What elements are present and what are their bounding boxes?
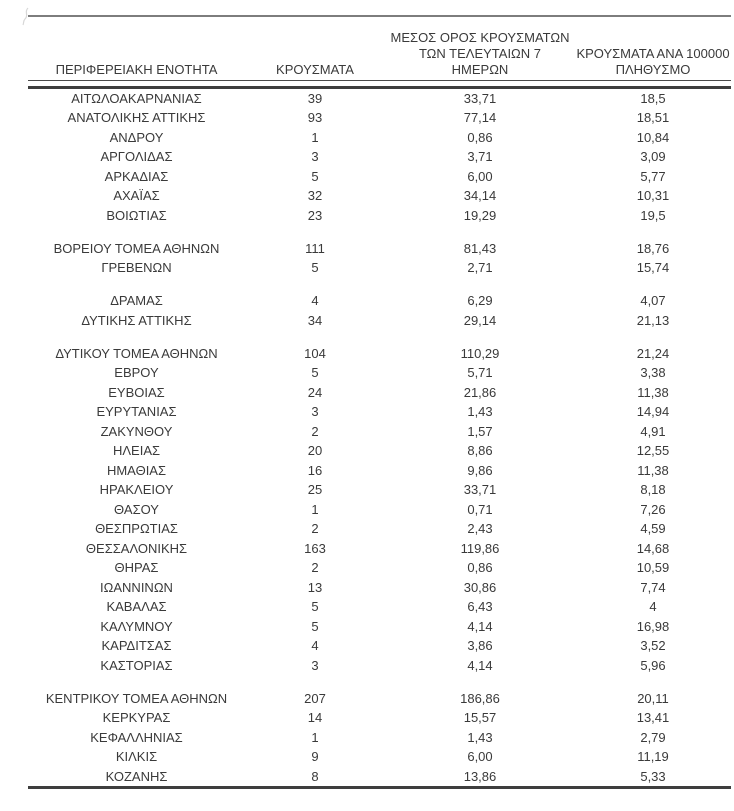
- cases-value: 163: [304, 540, 326, 556]
- cases-value: 1: [311, 729, 319, 745]
- per-100k-value: 14,68: [636, 540, 670, 556]
- header-per-100k-line2: ΠΛΗΘΥΣΜΟ: [615, 62, 691, 77]
- region-name: ΑΙΤΩΛΟΑΚΑΡΝΑΝΙΑΣ: [71, 90, 202, 106]
- cases-value: 4: [311, 293, 319, 308]
- per-100k-value: 20,11: [637, 690, 669, 706]
- per-100k-value: 19,5: [640, 207, 666, 223]
- header-regional-unit: [28, 62, 245, 78]
- cases-value: 23: [307, 207, 323, 223]
- per-100k-value: 4,91: [640, 423, 666, 439]
- header-regional-unit-label: ΠΕΡΙΦΕΡΕΙΑΚΗ ΕΝΟΤΗΤΑ: [55, 62, 218, 77]
- region-name: ΔΥΤΙΚΟΥ ΤΟΜΕΑ ΑΘΗΝΩΝ: [55, 345, 218, 361]
- avg-7day-value: 6,43: [467, 599, 493, 614]
- table-header-row: [28, 17, 731, 81]
- table-body: [28, 89, 731, 787]
- region-name: ΚΕΡΚΥΡΑΣ: [102, 710, 171, 725]
- region-name: ΑΡΚΑΔΙΑΣ: [104, 168, 169, 184]
- cases-table: [28, 15, 731, 789]
- per-100k-value: 5,96: [640, 657, 666, 673]
- per-100k-value: 7,74: [640, 579, 666, 595]
- per-100k-value: 4,07: [640, 293, 666, 308]
- avg-7day-value: 2,71: [467, 260, 493, 275]
- cases-value: 13: [307, 579, 323, 595]
- region-name: ΚΑΒΑΛΑΣ: [106, 599, 167, 614]
- cases-value: 14: [307, 710, 323, 725]
- per-100k-value: 4,59: [640, 521, 666, 536]
- cases-value: 111: [305, 240, 325, 256]
- cases-value: 5: [311, 599, 319, 614]
- avg-7day-value: 29,14: [463, 312, 497, 328]
- region-name: ΕΥΒΟΙΑΣ: [108, 384, 165, 400]
- cases-value: 207: [304, 690, 326, 706]
- region-name: ΚΑΣΤΟΡΙΑΣ: [100, 657, 173, 673]
- avg-7day-value: 3,71: [467, 149, 493, 164]
- region-name: ΚΙΛΚΙΣ: [115, 749, 158, 764]
- avg-7day-value: 6,00: [467, 168, 493, 184]
- cases-value: 2: [311, 560, 319, 575]
- region-name: ΑΧΑΪΑΣ: [113, 188, 160, 203]
- cases-value: 1: [311, 501, 319, 517]
- table-row: [28, 239, 731, 259]
- region-name: ΚΕΦΑΛΛΗΝΙΑΣ: [90, 729, 183, 745]
- table-row: [28, 519, 731, 539]
- avg-7day-value: 1,57: [467, 423, 493, 439]
- avg-7day-value: 4,14: [467, 618, 493, 634]
- table-row: [28, 206, 731, 226]
- per-100k-value: 3,38: [640, 365, 666, 380]
- table-row: [28, 656, 731, 676]
- region-name: ΓΡΕΒΕΝΩΝ: [101, 260, 172, 275]
- cases-value: 1: [311, 129, 319, 145]
- avg-7day-value: 8,86: [467, 443, 493, 458]
- region-name: ΕΥΡΥΤΑΝΙΑΣ: [96, 404, 177, 419]
- header-avg-7day: [385, 30, 575, 78]
- table-row: [28, 767, 731, 787]
- cases-value: 32: [307, 188, 323, 203]
- cases-value: 2: [311, 521, 319, 536]
- avg-7day-value: 15,57: [463, 710, 497, 725]
- table-row: [28, 597, 731, 617]
- avg-7day-value: 19,29: [463, 207, 497, 223]
- table-row: [28, 500, 731, 520]
- table-row: [28, 167, 731, 187]
- per-100k-value: 8,18: [640, 482, 666, 497]
- per-100k-value: 14,94: [636, 404, 670, 419]
- cases-value: 34: [307, 312, 323, 328]
- per-100k-value: 13,41: [636, 710, 670, 725]
- table-row: [28, 558, 731, 578]
- cases-value: 5: [311, 260, 319, 275]
- cases-value: 3: [311, 149, 319, 164]
- cases-value: 9: [311, 749, 319, 764]
- cases-value: 4: [311, 638, 319, 653]
- header-cases: [245, 62, 385, 78]
- table-row: [28, 363, 731, 383]
- region-name: ΘΕΣΠΡΩΤΙΑΣ: [95, 521, 178, 536]
- avg-7day-value: 2,43: [467, 521, 493, 536]
- per-100k-value: 16,98: [636, 618, 670, 634]
- region-name: ΗΜΑΘΙΑΣ: [106, 462, 167, 478]
- table-row: [28, 461, 731, 481]
- avg-7day-value: 1,43: [467, 729, 493, 745]
- table-row: [28, 108, 731, 128]
- table-row: [28, 578, 731, 598]
- spacer-row: [28, 278, 731, 292]
- cases-value: 104: [304, 345, 326, 361]
- cases-value: 24: [307, 384, 323, 400]
- region-name: ΚΑΛΥΜΝΟΥ: [100, 618, 173, 634]
- table-row: [28, 441, 731, 461]
- per-100k-value: 21,24: [636, 345, 670, 361]
- spacer-cell: [28, 330, 731, 344]
- per-100k-value: 10,84: [636, 129, 670, 145]
- per-100k-value: 10,59: [636, 560, 670, 575]
- cases-value: 2: [311, 423, 319, 439]
- avg-7day-value: 5,71: [467, 365, 493, 380]
- region-name: ΑΝΔΡΟΥ: [109, 129, 164, 145]
- per-100k-value: 3,52: [640, 638, 666, 653]
- avg-7day-value: 110,29: [460, 345, 500, 361]
- region-name: ΒΟΡΕΙΟΥ ΤΟΜΕΑ ΑΘΗΝΩΝ: [53, 240, 220, 256]
- per-100k-value: 11,38: [637, 462, 669, 478]
- region-name: ΘΑΣΟΥ: [114, 501, 159, 517]
- region-name: ΕΒΡΟΥ: [114, 365, 159, 380]
- region-name: ΙΩΑΝΝΙΝΩΝ: [100, 579, 173, 595]
- cases-value: 5: [311, 168, 319, 184]
- table-row: [28, 344, 731, 364]
- spacer-row: [28, 675, 731, 689]
- per-100k-value: 2,79: [640, 729, 666, 745]
- region-name: ΘΕΣΣΑΛΟΝΙΚΗΣ: [85, 540, 188, 556]
- region-name: ΚΑΡΔΙΤΣΑΣ: [101, 638, 172, 653]
- cases-value: 20: [307, 443, 323, 458]
- table-row: [28, 708, 731, 728]
- avg-7day-value: 3,86: [467, 638, 493, 653]
- table-row: [28, 539, 731, 559]
- region-name: ΑΡΓΟΛΙΔΑΣ: [100, 149, 173, 164]
- per-100k-value: 12,55: [636, 443, 670, 458]
- spacer-cell: [28, 225, 731, 239]
- bottom-rule: [28, 786, 731, 789]
- avg-7day-value: 13,86: [463, 768, 497, 784]
- per-100k-value: 10,31: [636, 188, 670, 203]
- region-name: ΗΛΕΙΑΣ: [112, 443, 161, 458]
- cases-value: 8: [311, 768, 319, 784]
- table-row: [28, 186, 731, 206]
- header-per-100k: [575, 46, 731, 78]
- table-row: [28, 311, 731, 331]
- table-row: [28, 89, 731, 109]
- avg-7day-value: 34,14: [463, 188, 497, 203]
- table-row: [28, 128, 731, 148]
- per-100k-value: 5,77: [640, 168, 666, 184]
- per-100k-value: 18,5: [640, 90, 666, 106]
- per-100k-value: 7,26: [640, 501, 666, 517]
- region-name: ΖΑΚΥΝΘΟΥ: [100, 423, 173, 439]
- table-row: [28, 617, 731, 637]
- per-100k-value: 11,19: [637, 749, 669, 764]
- region-name: ΘΗΡΑΣ: [114, 560, 159, 575]
- header-avg-7day-line2: ΤΩΝ ΤΕΛΕΥΤΑΙΩΝ 7: [418, 46, 542, 61]
- region-name: ΔΥΤΙΚΗΣ ΑΤΤΙΚΗΣ: [81, 312, 192, 328]
- avg-7day-value: 9,86: [467, 462, 493, 478]
- per-100k-value: 21,13: [636, 312, 670, 328]
- region-name: ΑΝΑΤΟΛΙΚΗΣ ΑΤΤΙΚΗΣ: [67, 110, 206, 125]
- data-table: [28, 89, 731, 787]
- cases-value: 93: [307, 110, 323, 125]
- table-row: [28, 383, 731, 403]
- table-row: [28, 402, 731, 422]
- cases-value: 3: [311, 404, 319, 419]
- cases-value: 39: [307, 90, 323, 106]
- header-per-100k-line1: ΚΡΟΥΣΜΑΤΑ ΑΝΑ 100000: [576, 46, 730, 61]
- table-row: [28, 689, 731, 709]
- table-row: [28, 636, 731, 656]
- region-name: ΚΕΝΤΡΙΚΟΥ ΤΟΜΕΑ ΑΘΗΝΩΝ: [45, 690, 228, 706]
- per-100k-value: 11,38: [637, 384, 669, 400]
- avg-7day-value: 4,14: [467, 657, 493, 673]
- spacer-cell: [28, 675, 731, 689]
- table-row: [28, 147, 731, 167]
- region-name: ΚΟΖΑΝΗΣ: [105, 768, 168, 784]
- table-row: [28, 291, 731, 311]
- table-row: [28, 480, 731, 500]
- table-row: [28, 747, 731, 767]
- avg-7day-value: 30,86: [463, 579, 497, 595]
- per-100k-value: 4: [649, 599, 657, 614]
- cases-value: 5: [311, 365, 319, 380]
- region-name: ΒΟΙΩΤΙΑΣ: [106, 207, 167, 223]
- region-name: ΔΡΑΜΑΣ: [110, 293, 163, 308]
- avg-7day-value: 186,86: [460, 690, 500, 706]
- per-100k-value: 18,51: [636, 110, 670, 125]
- cases-value: 3: [311, 657, 319, 673]
- avg-7day-value: 33,71: [463, 482, 497, 497]
- header-cases-label: ΚΡΟΥΣΜΑΤΑ: [276, 62, 354, 77]
- cases-value: 25: [307, 482, 323, 497]
- header-avg-7day-line3: ΗΜΕΡΩΝ: [451, 62, 509, 77]
- table-row: [28, 728, 731, 748]
- per-100k-value: 3,09: [640, 149, 666, 164]
- avg-7day-value: 21,86: [463, 384, 497, 400]
- table-row: [28, 258, 731, 278]
- avg-7day-value: 33,71: [463, 90, 497, 106]
- avg-7day-value: 0,71: [467, 501, 493, 517]
- avg-7day-value: 0,86: [467, 560, 493, 575]
- cases-value: 16: [307, 462, 323, 478]
- spacer-row: [28, 330, 731, 344]
- region-name: ΗΡΑΚΛΕΙΟΥ: [99, 482, 174, 497]
- avg-7day-value: 0,86: [467, 129, 493, 145]
- per-100k-value: 5,33: [640, 768, 666, 784]
- per-100k-value: 15,74: [636, 260, 670, 275]
- avg-7day-value: 6,00: [467, 749, 493, 764]
- avg-7day-value: 77,14: [463, 110, 497, 125]
- table-row: [28, 422, 731, 442]
- avg-7day-value: 81,43: [463, 240, 497, 256]
- header-avg-7day-line1: ΜΕΣΟΣ ΟΡΟΣ ΚΡΟΥΣΜΑΤΩΝ: [390, 30, 570, 45]
- spacer-cell: [28, 278, 731, 292]
- cases-value: 5: [311, 618, 319, 634]
- per-100k-value: 18,76: [636, 240, 670, 256]
- avg-7day-value: 6,29: [467, 293, 493, 308]
- avg-7day-value: 119,86: [460, 540, 500, 556]
- avg-7day-value: 1,43: [467, 404, 493, 419]
- spacer-row: [28, 225, 731, 239]
